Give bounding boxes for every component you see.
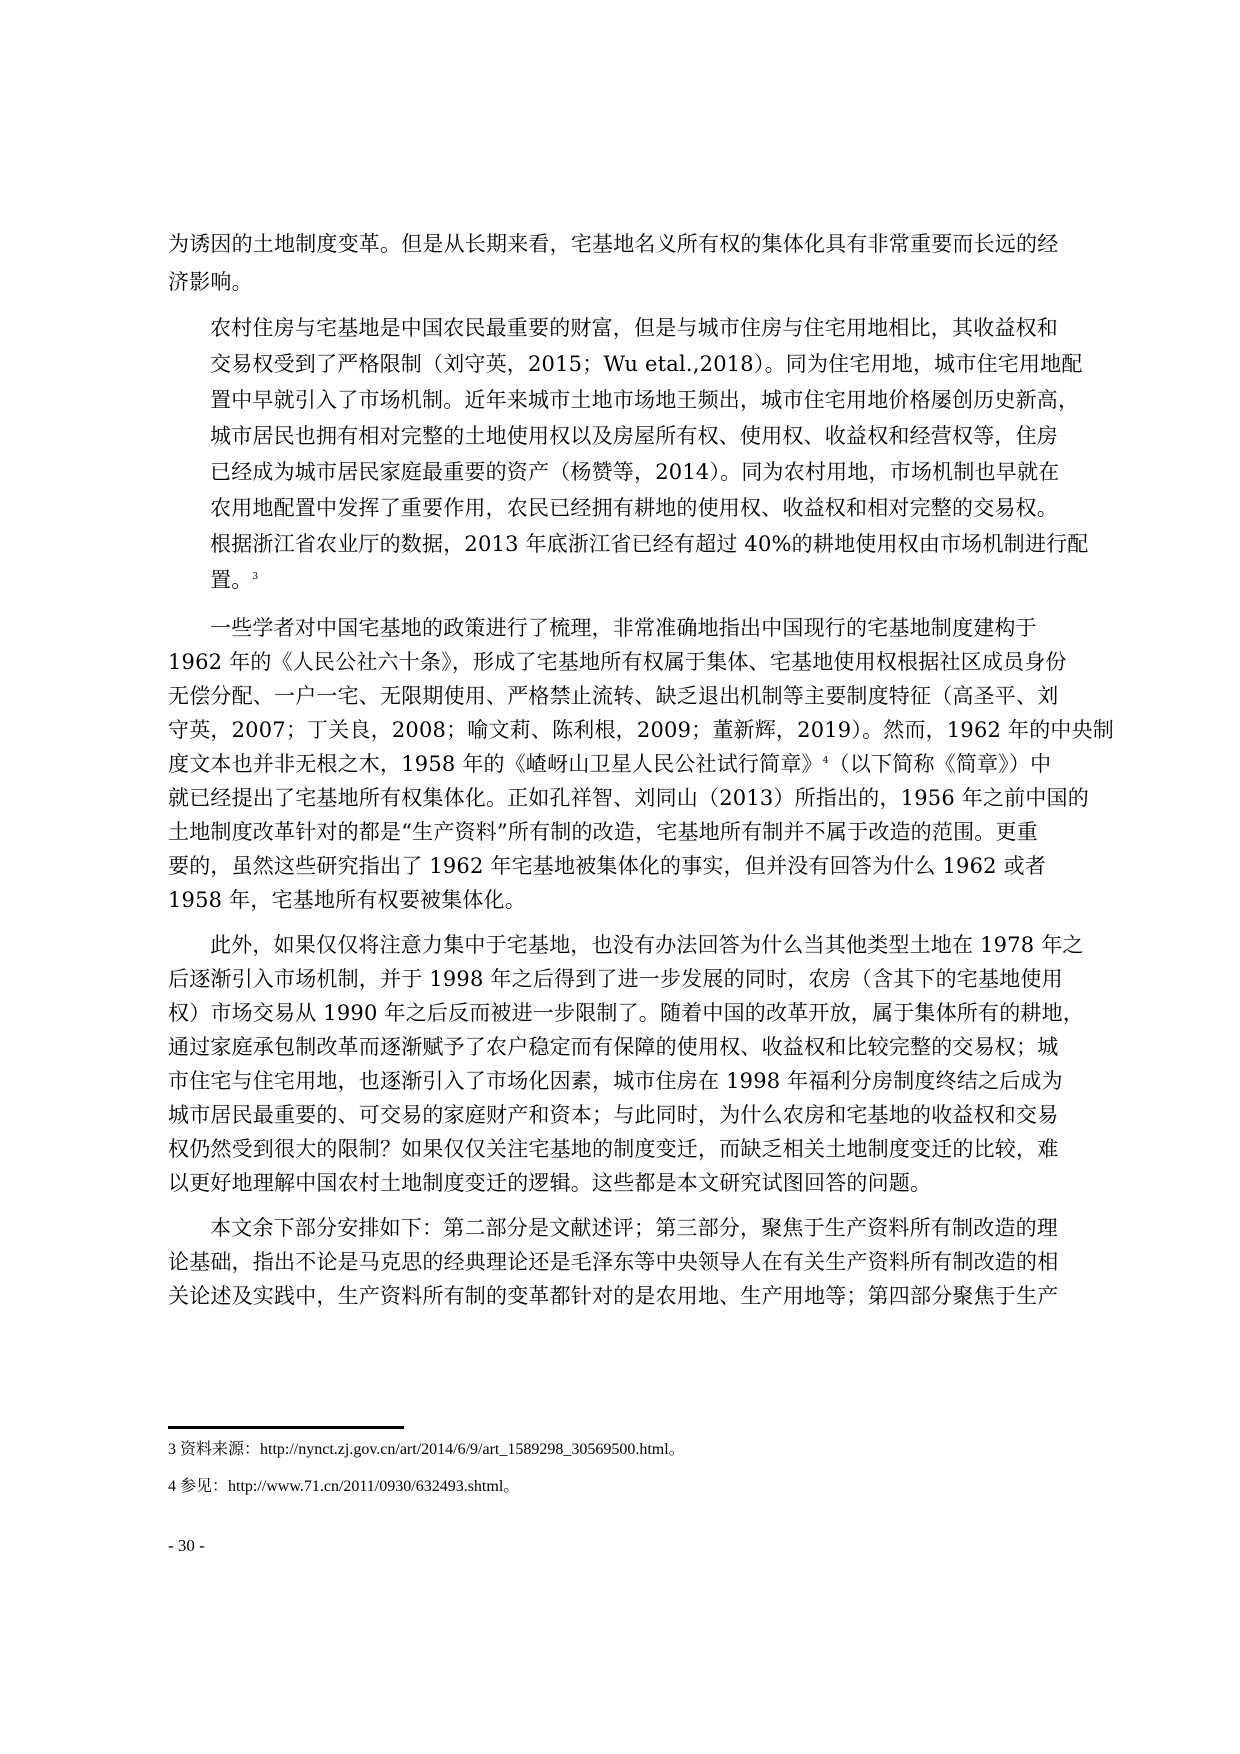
paragraph-line: 论基础，指出不论是马克思的经典理论还是毛泽东等中央领导人在有关生产资料所有制改造的相	[168, 1250, 1059, 1274]
paragraph-line: 守英，2007；丁关良，2008；喻文莉、陈利根，2009；董新辉，2019）。然而，1962 年的中央制	[168, 718, 1114, 742]
paragraph-line: 农用地配置中发挥了重要作用，农民已经拥有耕地的使用权、收益权和相对完整的交易权。	[210, 496, 1058, 520]
paragraph-line: 交易权受到了严格限制（刘守英，2015；Wu etal.,2018）。同为住宅用地，城市住宅用地配	[210, 352, 1083, 376]
paragraph-line: 通过家庭承包制改革而逐渐赋予了农户稳定而有保障的使用权、收益权和比较完整的交易权；城	[168, 1035, 1059, 1059]
footnote-marker[interactable]: 3	[252, 572, 259, 582]
paragraph-line: 城市居民最重要的、可交易的家庭财产和资本；与此同时，为什么农房和宅基地的收益权和交易	[168, 1103, 1059, 1127]
page-number: - 30 -	[168, 1536, 205, 1555]
paragraph-line: 无偿分配、一户一宅、无限期使用、严格禁止流转、缺乏退出机制等主要制度特征（高圣平、刘	[168, 684, 1059, 708]
paragraph-line: 关论述及实践中，生产资料所有制的变革都针对的是农用地、生产用地等；第四部分聚焦于生产	[168, 1284, 1059, 1308]
paragraph-line: 置中早就引入了市场机制。近年来城市土地市场地王频出，城市住宅用地价格屡创历史新高，	[210, 388, 1080, 412]
footnote-marker[interactable]: 4	[822, 756, 829, 766]
paragraph-line: 权）市场交易从 1990 年之后反而被进一步限制了。随着中国的改革开放，属于集体所有的耕地，	[168, 1001, 1084, 1025]
paragraph-line: 要的，虽然这些研究指出了 1962 年宅基地被集体化的事实，但并没有回答为什么 1962 或者	[168, 854, 1046, 878]
paragraph-line: 以更好地理解中国农村土地制度变迁的逻辑。这些都是本文研究试图回答的问题。	[168, 1171, 932, 1195]
paragraph-line: 农村住房与宅基地是中国农民最重要的财富，但是与城市住房与住宅用地相比，其收益权和	[210, 316, 1058, 340]
paragraph-text: 置。	[210, 568, 253, 592]
paragraph-line: 市住宅与住宅用地，也逐渐引入了市场化因素，城市住房在 1998 年福利分房制度终结之后成为	[168, 1069, 1063, 1093]
paragraph-line	[168, 747, 1051, 781]
paragraph-text: （以下简称《简章》）中	[828, 752, 1052, 776]
footnote-3: 3 资料来源：http://nynct.zj.gov.cn/art/2014/6/9/art_1589298_30569500.html。	[168, 1441, 685, 1458]
paragraph-line: 城市居民也拥有相对完整的土地使用权以及房屋所有权、使用权、收益权和经营权等，住房	[210, 424, 1058, 448]
paragraph-line: 就已经提出了宅基地所有权集体化。正如孔祥智、刘同山（2013）所指出的，1956 年之前中国的	[168, 786, 1089, 810]
paragraph-line: 此外，如果仅仅将注意力集中于宅基地，也没有办法回答为什么当其他类型土地在 1978 年之	[210, 933, 1084, 957]
paragraph-line: 后逐渐引入市场机制，并于 1998 年之后得到了进一步发展的同时，农房（含其下的宅基地使用	[168, 967, 1063, 991]
paragraph-line: 权仍然受到很大的限制？如果仅仅关注宅基地的制度变迁，而缺乏相关土地制度变迁的比较，难	[168, 1137, 1059, 1161]
paragraph-line: 土地制度改革针对的都是“生产资料”所有制的改造，宅基地所有制并不属于改造的范围。更重	[168, 820, 1038, 844]
paragraph-line	[210, 563, 258, 597]
footnote-4: 4 参见：http://www.71.cn/2011/0930/632493.shtml。	[168, 1478, 520, 1495]
paragraph-text: 度文本也并非无根之木，1958 年的《嵖岈山卫星人民公社试行简章》	[168, 752, 823, 776]
paragraph-line: 本文余下部分安排如下：第二部分是文献述评；第三部分，聚焦于生产资料所有制改造的理	[210, 1216, 1058, 1240]
paragraph-line: 1962 年的《人民公社六十条》，形成了宅基地所有权属于集体、宅基地使用权根据社区成员身份	[168, 650, 1067, 674]
paragraph-line: 济影响。	[168, 270, 253, 294]
paragraph-line: 1958 年，宅基地所有权要被集体化。	[168, 888, 526, 912]
paragraph-line: 已经成为城市居民家庭最重要的资产（杨赞等，2014）。同为农村用地，市场机制也早就在	[210, 460, 1060, 484]
paragraph-line: 一些学者对中国宅基地的政策进行了梳理，非常准确地指出中国现行的宅基地制度建构于	[210, 616, 1037, 640]
footnote-separator	[168, 1426, 404, 1429]
paragraph-line: 根据浙江省农业厅的数据，2013 年底浙江省已经有超过 40%的耕地使用权由市场机制进行配	[210, 532, 1089, 556]
paragraph-line: 为诱因的土地制度变革。但是从长期来看，宅基地名义所有权的集体化具有非常重要而长远的经	[168, 232, 1059, 256]
